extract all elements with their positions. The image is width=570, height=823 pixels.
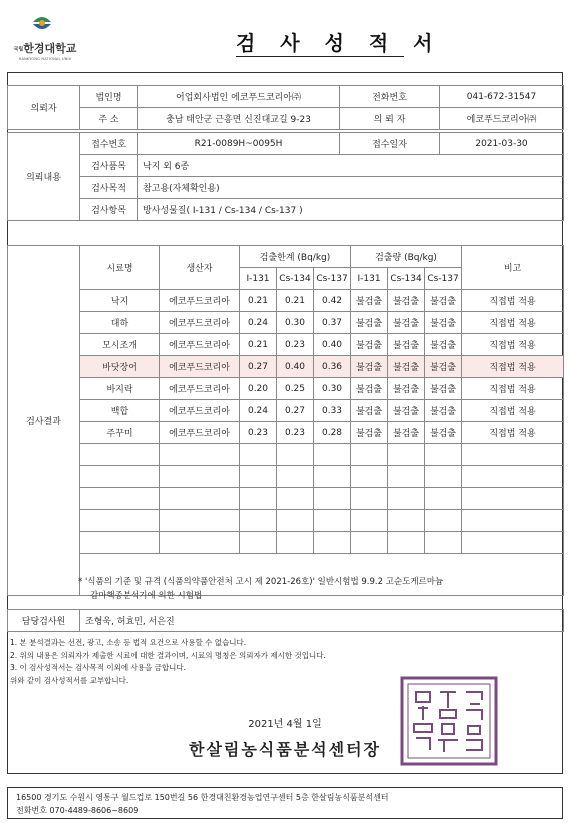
page-title: 검 사 성 적 서 (236, 31, 442, 55)
header-detection-limit: 검출한계 (Bq/kg) (240, 246, 351, 268)
amount-cs134: 불검출 (388, 400, 425, 422)
amount-i131: 불검출 (351, 334, 388, 356)
requester-label: 의 뢰 자 (340, 108, 440, 130)
empty-row (8, 532, 564, 554)
sample-name: 바지락 (80, 378, 160, 400)
center-phone: 전화번호 070-4489-8606~8609 (16, 806, 139, 815)
limit-i131: 0.21 (240, 290, 277, 312)
sample-name: 대하 (80, 312, 160, 334)
requester-value: 에코푸드코리아㈜ (440, 108, 564, 130)
table-row (8, 422, 564, 444)
producer: 에코푸드코리아 (160, 334, 240, 356)
amount-cs134: 불검출 (388, 422, 425, 444)
amount-cs137: 불검출 (425, 290, 462, 312)
limit-cs134: 0.21 (277, 290, 314, 312)
request-label: 의뢰내용 (8, 133, 80, 221)
table-row (8, 378, 564, 400)
table-row (8, 312, 564, 334)
limit-cs137: 0.36 (314, 356, 351, 378)
limit-cs137: 0.42 (314, 290, 351, 312)
inspector-table (7, 609, 564, 632)
producer: 에코푸드코리아 (160, 422, 240, 444)
inspector-label: 담당검사원 (8, 610, 80, 632)
empty-row (8, 488, 564, 510)
row-note: 직접법 적용 (462, 312, 564, 334)
row-note: 직접법 적용 (462, 356, 564, 378)
receipt-value: R21-0089H~0095H (138, 133, 340, 155)
table-row (8, 290, 564, 312)
corp-value: 어업회사법인 에코푸드코리아㈜ (138, 86, 340, 108)
phone-label: 전화번호 (340, 86, 440, 108)
row-note: 직접법 적용 (462, 290, 564, 312)
sample-name: 백합 (80, 400, 160, 422)
receipt-date-label: 접수일자 (340, 133, 440, 155)
item-value: 낙지 외 6종 (138, 155, 564, 177)
footnote-issue: 위와 같이 검사성적서를 교부합니다. (10, 675, 129, 685)
limit-cs134: 0.25 (277, 378, 314, 400)
amount-cs134: 불검출 (388, 312, 425, 334)
amount-cs137: 불검출 (425, 422, 462, 444)
amount-cs134: 불검출 (388, 334, 425, 356)
purpose-value: 참고용(자체확인용) (138, 177, 564, 199)
header-sample: 시료명 (80, 246, 160, 290)
limit-i131: 0.20 (240, 378, 277, 400)
amount-i131: 불검출 (351, 422, 388, 444)
limit-cs134: 0.30 (277, 312, 314, 334)
limit-cs137: 0.33 (314, 400, 351, 422)
header-amount-cs137: Cs-137 (425, 268, 462, 290)
address-box (7, 787, 563, 819)
amount-cs134: 불검출 (388, 356, 425, 378)
footnote-1: 1. 본 분석결과는 선전, 광고, 소송 등 법적 요건으로 사용할 수 없습니다. (10, 638, 247, 647)
row-note: 직접법 적용 (462, 378, 564, 400)
limit-cs137: 0.40 (314, 334, 351, 356)
address-value: 충남 태안군 근흥면 신진대교길 9-23 (138, 108, 340, 130)
producer: 에코푸드코리아 (160, 400, 240, 422)
amount-i131: 불검출 (351, 378, 388, 400)
corp-label: 법인명 (80, 86, 138, 108)
inspector-value: 조형욱, 허효민, 서은진 (80, 610, 564, 632)
title-underline (236, 56, 404, 57)
sample-name: 낙지 (80, 290, 160, 312)
amount-cs137: 불검출 (425, 378, 462, 400)
amount-cs134: 불검출 (388, 378, 425, 400)
request-table (7, 132, 564, 221)
producer: 에코푸드코리아 (160, 290, 240, 312)
method-note: * '식품의 기준 및 규격 (식품의약품안전처 고시 제 2021-26호)' 일반시험법 9.9.2 고순도게르마늄 감마핵종분석기에 의한 시험법 (78, 577, 444, 601)
receipt-label: 접수번호 (80, 133, 138, 155)
row-note: 직접법 적용 (462, 422, 564, 444)
table-row-highlighted (8, 356, 564, 378)
limit-cs134: 0.23 (277, 422, 314, 444)
sample-name: 바닷장어 (80, 356, 160, 378)
empty-row (8, 466, 564, 488)
header-note: 비고 (462, 246, 564, 290)
limit-i131: 0.21 (240, 334, 277, 356)
header-limit-cs134: Cs-134 (277, 268, 314, 290)
phone-value: 041-672-31547 (440, 86, 564, 108)
limit-cs134: 0.23 (277, 334, 314, 356)
producer: 에코푸드코리아 (160, 312, 240, 334)
amount-cs134: 불검출 (388, 290, 425, 312)
university-logo-text: 국립한경대학교 HANKYONG NATIONAL UNIV (13, 42, 77, 61)
official-seal-icon (400, 676, 498, 766)
results-table (7, 245, 564, 596)
limit-cs137: 0.37 (314, 312, 351, 334)
producer: 에코푸드코리아 (160, 356, 240, 378)
amount-cs137: 불검출 (425, 356, 462, 378)
amount-i131: 불검출 (351, 356, 388, 378)
test-item-label: 검사항목 (80, 199, 138, 221)
center-address: 16500 경기도 수원시 영통구 월드컵로 150번길 56 한경대친환경농업연구센터 5층 한살림농식품분석센터 (16, 793, 389, 802)
limit-i131: 0.23 (240, 422, 277, 444)
header-detected-amount: 검출량 (Bq/kg) (351, 246, 462, 268)
empty-row (8, 510, 564, 532)
amount-i131: 불검출 (351, 400, 388, 422)
amount-i131: 불검출 (351, 312, 388, 334)
amount-i131: 불검출 (351, 290, 388, 312)
limit-cs137: 0.30 (314, 378, 351, 400)
test-item-value: 방사성물질( I-131 / Cs-134 / Cs-137 ) (138, 199, 564, 221)
issue-date: 2021년 4월 1일 (248, 719, 322, 730)
header-amount-cs134: Cs-134 (388, 268, 425, 290)
table-row (8, 400, 564, 422)
limit-i131: 0.24 (240, 400, 277, 422)
purpose-label: 검사목적 (80, 177, 138, 199)
issuer-name: 한살림농식품분석센터장 (188, 740, 382, 759)
client-table (7, 85, 564, 130)
limit-i131: 0.27 (240, 356, 277, 378)
header-amount-i131: I-131 (351, 268, 388, 290)
client-label: 의뢰자 (8, 86, 80, 130)
footnote-2: 2. 위의 내용은 의뢰자가 제출한 시료에 대한 결과이며, 시료의 명칭은 의뢰자가 제시한 것입니다. (10, 650, 326, 660)
item-label: 검사품목 (80, 155, 138, 177)
amount-cs137: 불검출 (425, 312, 462, 334)
limit-i131: 0.24 (240, 312, 277, 334)
results-label: 검사결과 (8, 246, 80, 596)
header-limit-i131: I-131 (240, 268, 277, 290)
footnote-3: 3. 이 검사성적서는 검사목적 이외에 사용을 금합니다. (10, 663, 186, 673)
limit-cs134: 0.27 (277, 400, 314, 422)
limit-cs137: 0.28 (314, 422, 351, 444)
sample-name: 주꾸미 (80, 422, 160, 444)
row-note: 직접법 적용 (462, 334, 564, 356)
address-label: 주 소 (80, 108, 138, 130)
university-logo-icon (30, 12, 54, 34)
amount-cs137: 불검출 (425, 400, 462, 422)
header-producer: 생산자 (160, 246, 240, 290)
row-note: 직접법 적용 (462, 400, 564, 422)
empty-row (8, 444, 564, 466)
header-limit-cs137: Cs-137 (314, 268, 351, 290)
table-row (8, 334, 564, 356)
receipt-date-value: 2021-03-30 (440, 133, 564, 155)
amount-cs137: 불검출 (425, 334, 462, 356)
limit-cs134: 0.40 (277, 356, 314, 378)
sample-name: 모시조개 (80, 334, 160, 356)
producer: 에코푸드코리아 (160, 378, 240, 400)
